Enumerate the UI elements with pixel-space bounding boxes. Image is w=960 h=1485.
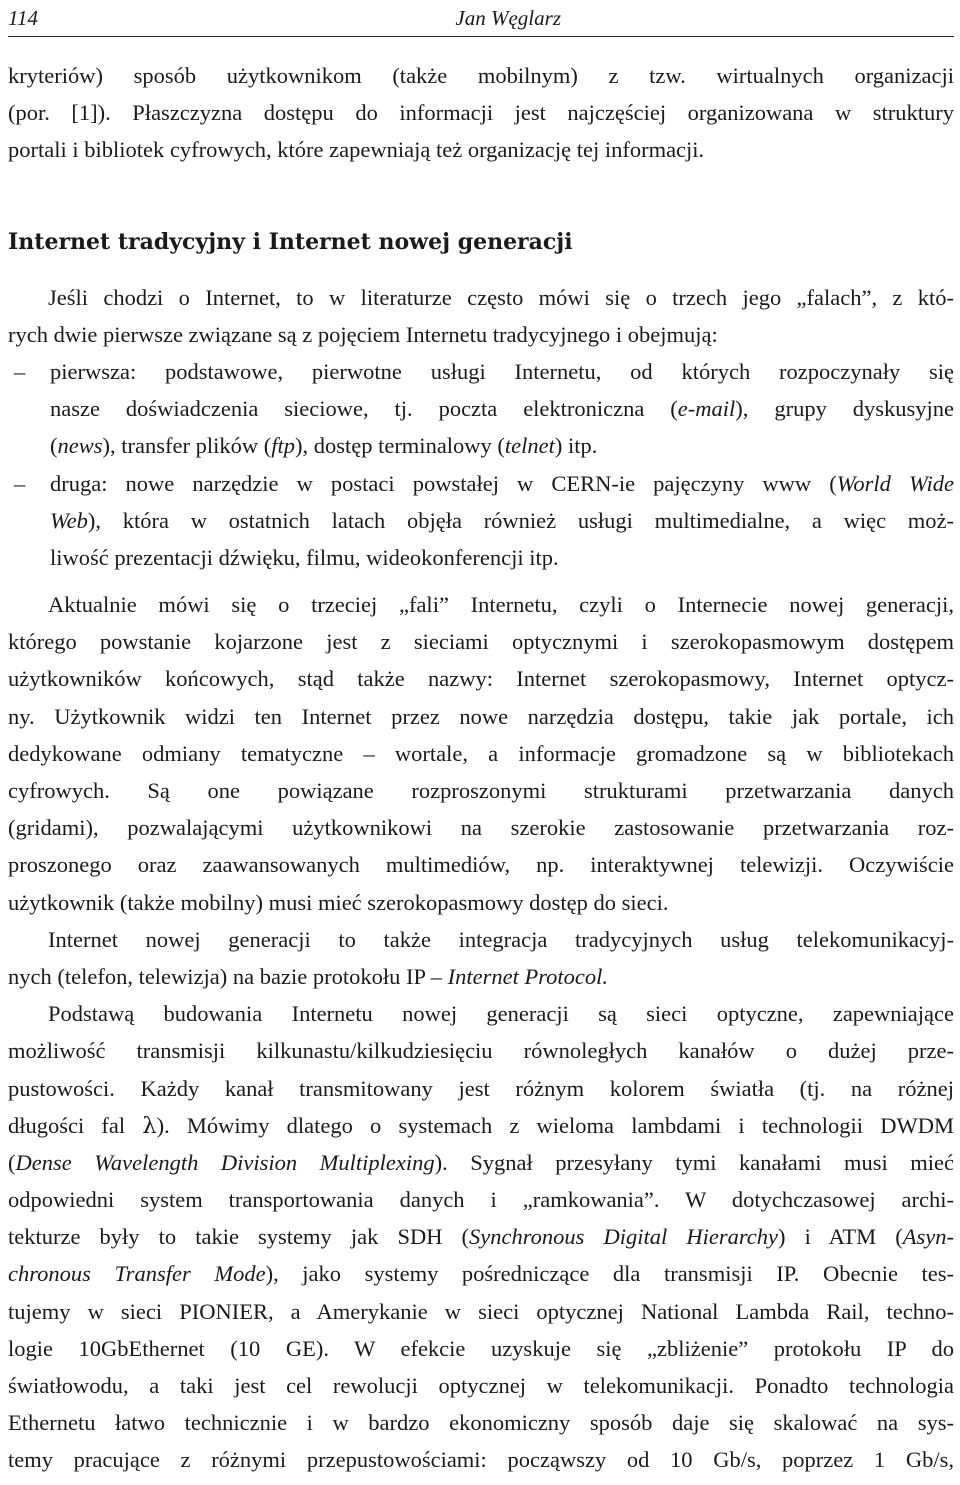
text-line: dedykowane odmiany tematyczne – wortale, a informacje gromadzone są w bibliotekach [8, 740, 954, 766]
text-line: nasze doświadczenia sieciowe, tj. poczta elektroniczna (e-mail), grupy dyskusyjne [50, 396, 954, 422]
text-line: użytkownik (także mobilny) musi mieć szerokopasmowy dostęp do sieci. [8, 889, 669, 915]
text-line: Ethernetu łatwo technicznie i w bardzo ekonomiczny sposób daje się skalować na sys- [8, 1410, 954, 1436]
paragraph-optical [8, 995, 954, 1478]
intro-paragraph [8, 57, 954, 169]
text-line: nych (telefon, telewizja) na bazie protokołu IP – Internet Protocol. [8, 963, 609, 989]
text-line: chronous Transfer Mode), jako systemy pośredniczące dla transmisji IP. Obecnie tes- [8, 1261, 954, 1287]
text-line: Jeśli chodzi o Internet, to w literaturze często mówi się o trzech jego „falach”, z któ- [48, 284, 954, 310]
text-line: (por. [1]). Płaszczyzna dostępu do informacji jest najczęściej organizowana w struktury [8, 100, 954, 126]
text-line: (gridami), pozwalającymi użytkownikowi na szerokie zastosowanie przetwarzania roz- [8, 815, 954, 841]
text-line: portali i bibliotek cyfrowych, które zapewniają też organizację tej informacji. [8, 137, 705, 163]
text-line: pustowości. Każdy kanał transmitowany jest różnym kolorem światła (tj. na różnej [8, 1075, 954, 1101]
section-heading: Internet tradycyjny i Internet nowej generacji [8, 228, 573, 255]
text-line: rych dwie pierwsze związane są z pojęciem Internetu tradycyjnego i obejmują: [8, 321, 718, 347]
text-line: cyfrowych. Są one powiązane rozproszonymi strukturami przetwarzania danych [8, 778, 954, 803]
text-line: odpowiedni system transportowania danych i „ramkowania”. W dotychczasowej archi- [8, 1187, 954, 1213]
text-line: którego powstanie kojarzone jest z sieciami optycznymi i szerokopasmowym dostępem [8, 629, 954, 655]
text-line: temy pracujące z różnymi przepustowościami: począwszy od 10 Gb/s, poprzez 1 Gb/s, [8, 1447, 954, 1473]
text-line: (news), transfer plików (ftp), dostęp terminalowy (telnet) itp. [50, 433, 598, 459]
list-item [8, 353, 954, 465]
text-line: długości fal λ). Mówimy dlatego o systemach z wieloma lambdami i technologii DWDM [8, 1112, 954, 1139]
text-line: logie 10GbEthernet (10 GE). W efekcie uzyskuje się „zbliżenie” protokołu IP do [8, 1335, 954, 1361]
text-line: druga: nowe narzędzie w postaci powstałej w CERN-ie pajęczyny www ( [50, 470, 837, 496]
wave-list [8, 353, 954, 576]
text-line: światłowodu, a taki jest cel rewolucji optycznej w telekomunikacji. Ponadto technologia [8, 1373, 954, 1398]
text-line: Web), która w ostatnich latach objęła również usługi multimedialne, a więc moż- [50, 507, 954, 533]
text-line: tekturze były to takie systemy jak SDH (Synchronous Digital Hierarchy) i ATM (Asyn- [8, 1224, 954, 1250]
list-item: – druga: nowe narzędzie w postaci powstałej w CERN-ie pajęczyny www (World Wide Web), która w ostatnich latach objęła również usługi multimedialne, a więc moż- liwość prezentacji dźwięku, filmu, wideokonferencji itp. [8, 465, 954, 577]
text-line: tujemy w sieci PIONIER, a Amerykanie w sieci optycznej National Lambda Rail, techno- [8, 1298, 954, 1324]
text-line: użytkowników końcowych, stąd także nazwy: Internet szerokopasmowy, Internet optycz- [8, 666, 954, 692]
running-head-author: Jan Węglarz [455, 5, 561, 30]
text-line: Podstawą budowania Internetu nowej generacji są sieci optyczne, zapewniające [48, 1001, 954, 1027]
page-number: 114 [8, 5, 38, 30]
text-line: proszonego oraz zaawansowanych multimediów, np. interaktywnej telewizji. Oczywiście [8, 852, 954, 878]
list-dash: – [14, 470, 26, 496]
text-line: ny. Użytkownik widzi ten Internet przez nowe narzędzia dostępu, takie jak portale, ich [8, 703, 954, 729]
text-line: pierwsza: podstawowe, pierwotne usługi Internetu, od których rozpoczynały się [50, 358, 954, 384]
text-line: (Dense Wavelength Division Multiplexing). Sygnał przesyłany tymi kanałami musi mieć [8, 1149, 955, 1175]
text-line: Aktualnie mówi się o trzeciej „fali” Internetu, czyli o Internecie nowej generacji, [48, 592, 954, 618]
text-line: liwość prezentacji dźwięku, filmu, wideokonferencji itp. [50, 544, 559, 570]
text-line: możliwość transmisji kilkunastu/kilkudziesięciu równoległych kanałów o dużej prze- [8, 1038, 954, 1064]
text-line: Internet nowej generacji to także integracja tradycyjnych usług telekomunikacyj- [48, 926, 954, 952]
paragraph-waves [8, 279, 954, 353]
list-dash: – [14, 358, 26, 384]
lambda-symbol: λ [142, 1112, 157, 1139]
text-line: kryteriów) sposób użytkownikom (także mobilnym) z tzw. wirtualnych organizacji [8, 63, 954, 88]
document-page [8, 0, 954, 1479]
paragraph-integration [8, 921, 954, 995]
running-header [8, 0, 954, 37]
paragraph-third-wave [8, 586, 954, 921]
